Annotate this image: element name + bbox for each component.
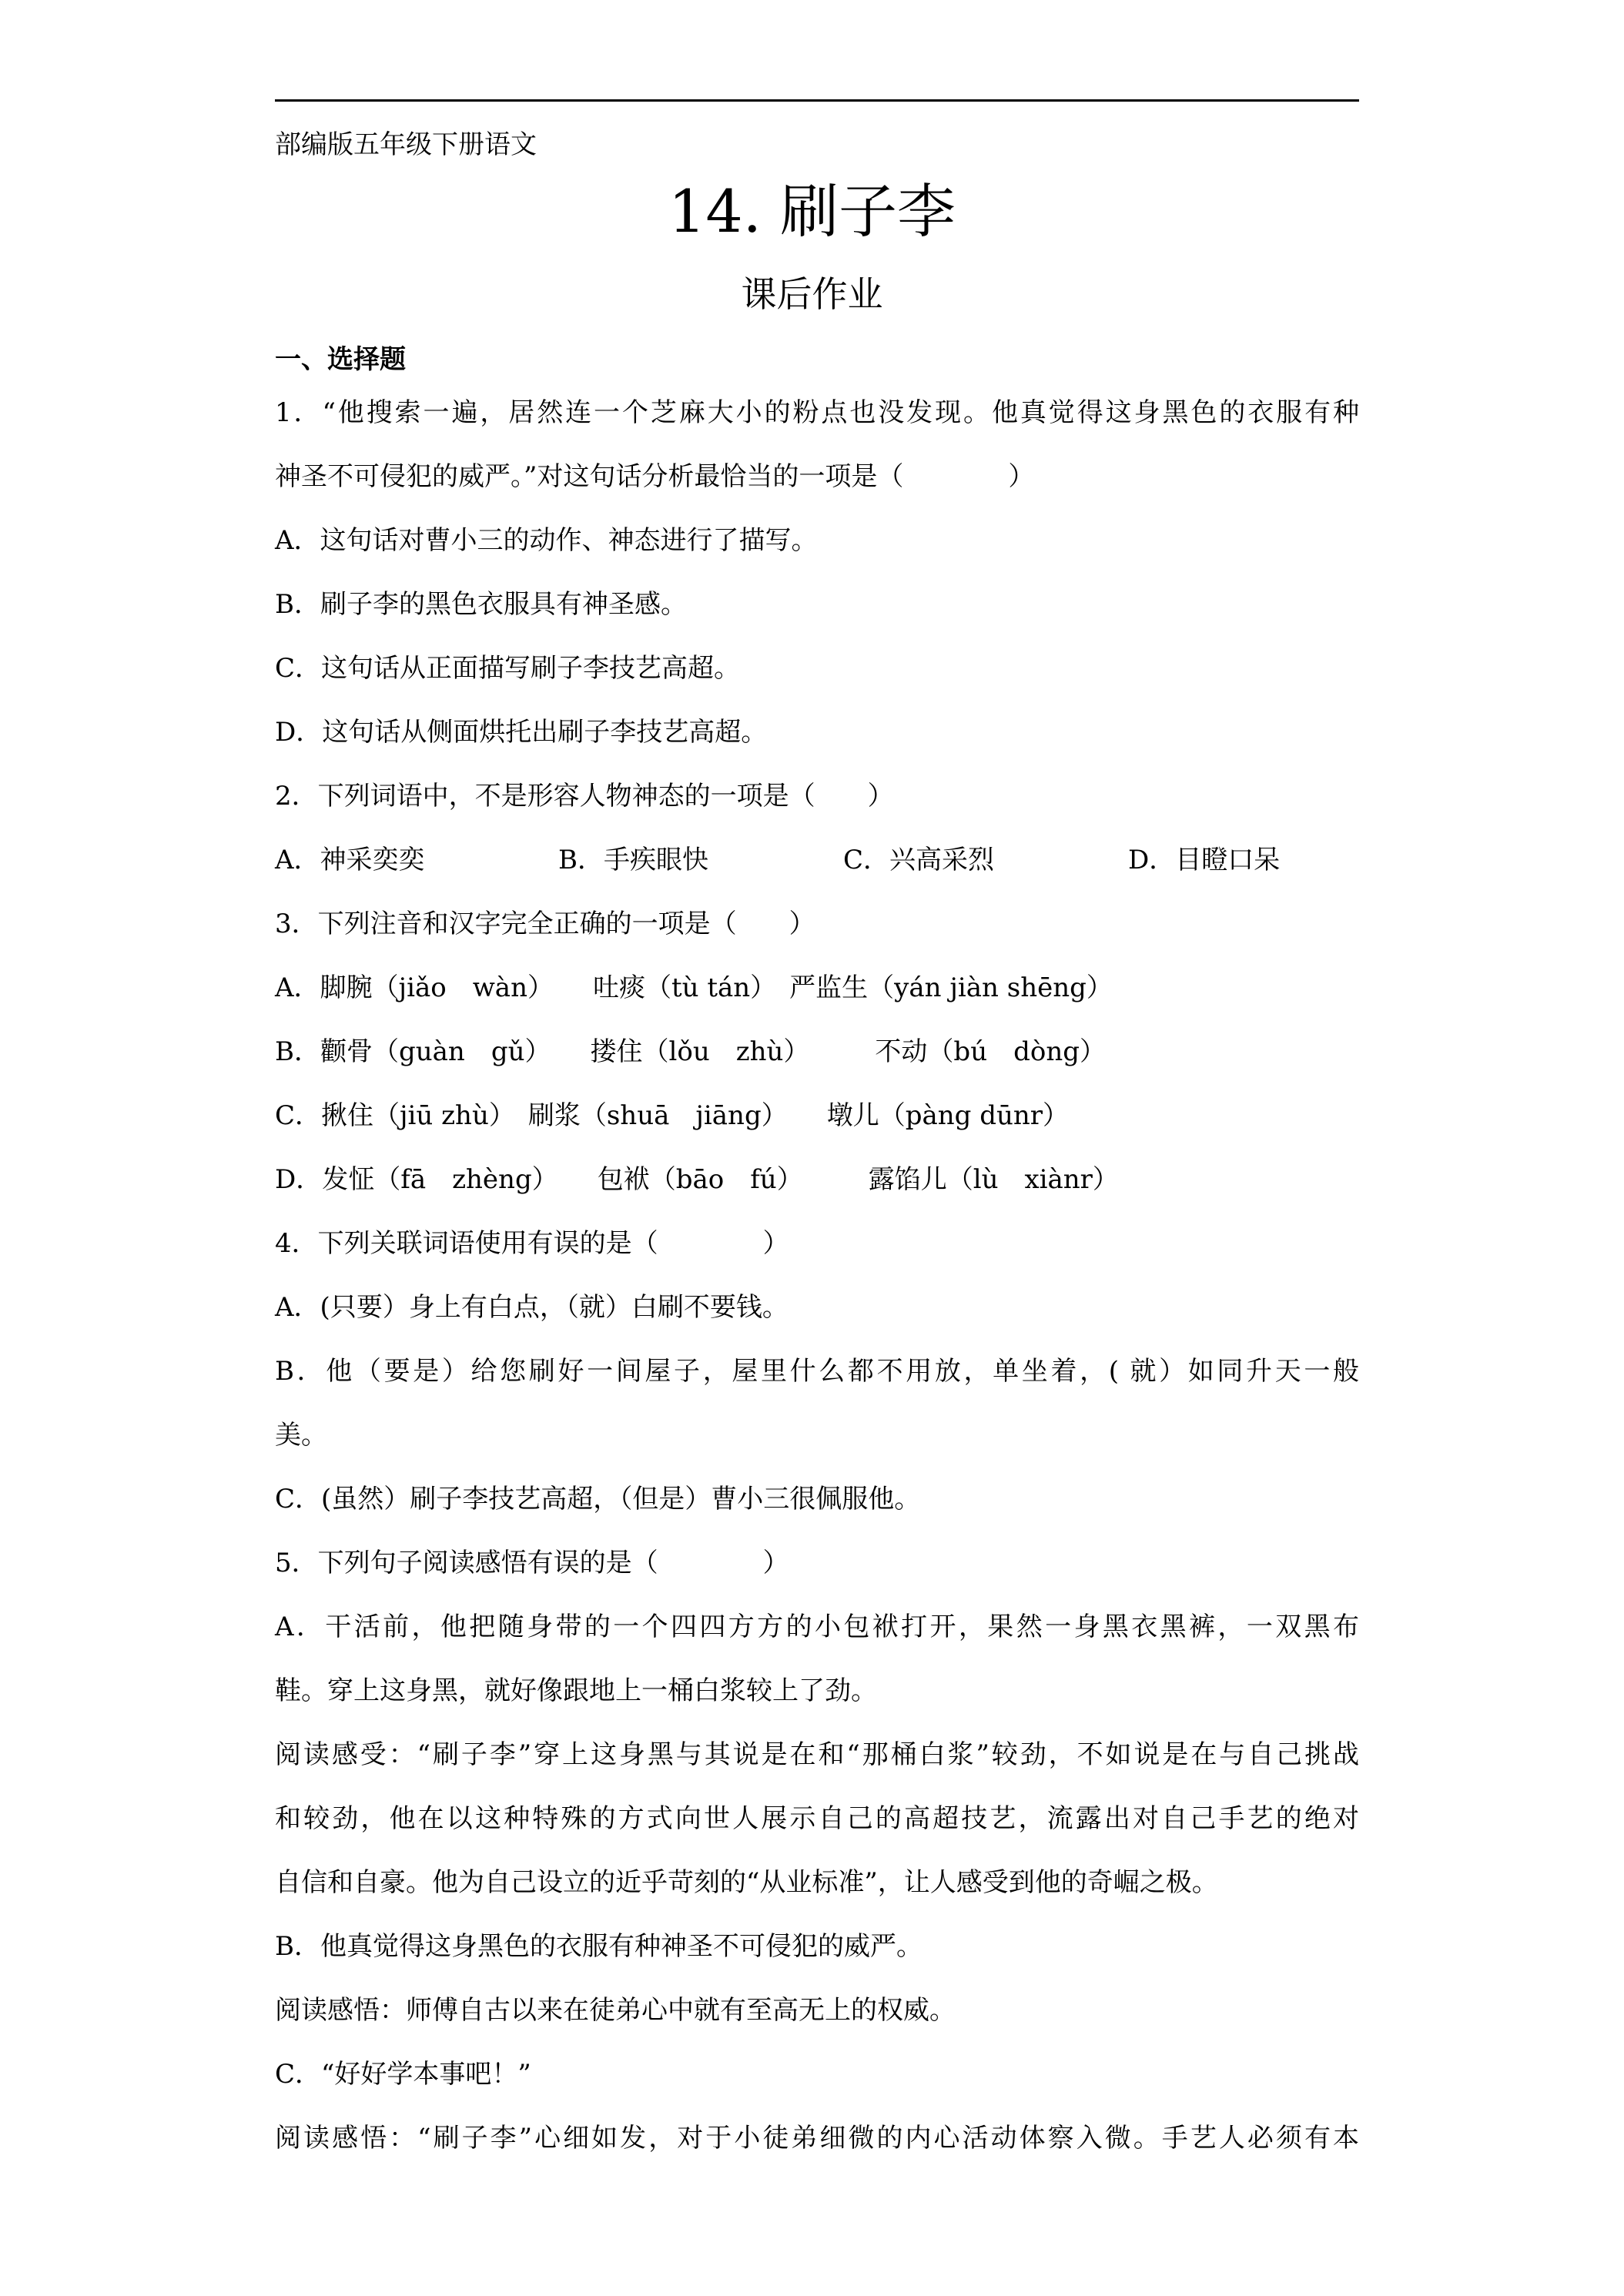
header-rule [275,99,1359,102]
question-3-option-d: D．发怔（fā zhèng） 包袱（bāo fú） 露馅儿（lù xiànr） [275,1164,1119,1195]
question-5-reading-a-line-1: 阅读感受：“刷子李”穿上这身黑与其说是在和“那桶白浆”较劲，不如说是在与自己挑战 [275,1739,1359,1770]
question-4-option-a: A．(只要）身上有白点，（就）白刷不要钱。 [275,1292,789,1323]
page-header: 部编版五年级下册语文 [275,129,537,160]
question-2-option-a: A．神采奕奕 [275,845,425,875]
question-5-option-a-line-1: A．干活前，他把随身带的一个四四方方的小包袱打开，果然一身黑衣黑裤，一双黑布 [275,1612,1359,1642]
question-5-reading-b: 阅读感悟：师傅自古以来在徒弟心中就有至高无上的权威。 [275,1995,956,2026]
question-2-option-d: D．目瞪口呆 [1128,845,1281,875]
question-4-option-b-line-1: B．他（要是）给您刷好一间屋子，屋里什么都不用放，单坐着，( 就）如同升天一般 [275,1356,1359,1387]
question-5-reading-c-line-1: 阅读感悟：“刷子李”心细如发，对于小徒弟细微的内心活动体察入微。手艺人必须有本 [275,2123,1359,2154]
question-2-options [275,840,1359,880]
question-2-stem: 2．下列词语中，不是形容人物神态的一项是（ ） [275,781,894,812]
document-subtitle: 课后作业 [741,273,883,315]
question-3-option-a: A．脚腕（jiǎo wàn） 吐痰（tù tán） 严监生（yán jiàn shēng） [275,972,1113,1003]
question-1-stem-line-2: 神圣不可侵犯的威严。”对这句话分析最恰当的一项是（ ） [275,461,1035,492]
document-title: 14. 刷子李 [668,177,956,246]
question-4-stem: 4．下列关联词语使用有误的是（ ） [275,1228,789,1259]
question-4-option-c: C．(虽然）刷子李技艺高超，（但是）曹小三很佩服他。 [275,1484,921,1514]
question-2-option-c: C．兴高采烈 [843,845,995,875]
question-3-option-b: B．颧骨（guàn gǔ） 搂住（lǒu zhù） 不动（bú dòng） [275,1036,1106,1067]
question-5-reading-a-line-2: 和较劲，他在以这种特殊的方式向世人展示自己的高超技艺，流露出对自己手艺的绝对 [275,1803,1359,1834]
question-1-option-d: D．这句话从侧面烘托出刷子李技艺高超。 [275,717,768,748]
question-1-option-a: A．这句话对曹小三的动作、神态进行了描写。 [275,525,818,556]
question-5-stem: 5．下列句子阅读感悟有误的是（ ） [275,1548,789,1578]
question-5-reading-a-line-3: 自信和自豪。他为自己设立的近乎苛刻的“从业标准”，让人感受到他的奇崛之极。 [275,1867,1218,1898]
question-5-option-c: C．“好好学本事吧！” [275,2059,531,2090]
section-heading: 一、选择题 [275,344,406,375]
question-5-option-a-line-2: 鞋。穿上这身黑，就好像跟地上一桶白浆较上了劲。 [275,1675,877,1706]
question-3-stem: 3．下列注音和汉字完全正确的一项是（ ） [275,909,815,939]
question-2-option-b: B．手疾眼快 [558,845,708,875]
question-5-option-b: B．他真觉得这身黑色的衣服有种神圣不可侵犯的威严。 [275,1931,922,1962]
question-4-option-b-line-2: 美。 [275,1420,327,1451]
question-1-option-b: B．刷子李的黑色衣服具有神圣感。 [275,589,687,620]
question-1-stem-line-1: 1．“他搜索一遍，居然连一个芝麻大小的粉点也没发现。他真觉得这身黑色的衣服有种 [275,397,1359,428]
question-1-option-c: C．这句话从正面描写刷子李技艺高超。 [275,653,741,684]
question-3-option-c: C．揪住（jiū zhù） 刷浆（shuā jiāng） 墩儿（pàng dūnr） [275,1100,1070,1131]
